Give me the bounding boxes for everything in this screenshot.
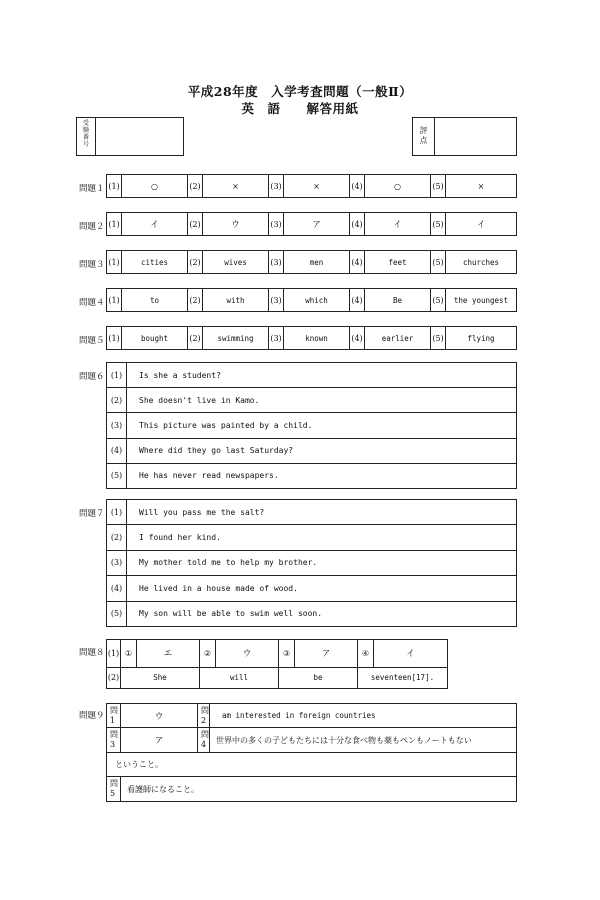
q1-answer-3: ×: [284, 175, 350, 198]
q1-answer-5: ×: [446, 175, 517, 198]
exam-title: 平成28年度 入学考査問題（一般Ⅱ）: [187, 84, 413, 99]
q7-grid: [106, 499, 517, 627]
q3-num-2: (2): [188, 251, 203, 274]
q3-label: 問題３: [79, 260, 105, 270]
q1-num-2: (2): [188, 175, 203, 198]
q1-num-4: (4): [350, 175, 365, 198]
q8-circle-3: ③: [279, 640, 295, 668]
q8-word-4: seventeen[17].: [358, 667, 448, 688]
q4-num-4: (4): [350, 289, 365, 312]
q6-grid: [106, 362, 517, 489]
score-label: 評 点: [419, 126, 428, 145]
q1-num-5: (5): [431, 175, 446, 198]
q8-part1-num: (1): [107, 640, 121, 668]
q7-num-2: (2): [107, 525, 127, 550]
q5-num-4: (4): [350, 327, 365, 350]
q5-label: 問題５: [79, 336, 105, 346]
q7-label: 問題７: [79, 509, 105, 519]
q4-num-5: (5): [431, 289, 446, 312]
exam-number-label: 受 験 番 号: [82, 120, 89, 148]
score-box: [412, 117, 517, 156]
q2-answer-5: イ: [446, 213, 517, 236]
q6-num-2: (2): [107, 388, 127, 413]
q6-answer-3: This picture was painted by a child.: [127, 413, 517, 438]
q4-num-2: (2): [188, 289, 203, 312]
q7-num-4: (4): [107, 576, 127, 601]
q3-answer-1: cities: [122, 251, 188, 274]
q6-num-3: (3): [107, 413, 127, 438]
q6-num-4: (4): [107, 438, 127, 463]
q8-circle-2: ②: [200, 640, 216, 668]
q9-answer-2: am interested in foreign countries: [210, 704, 517, 728]
q4-answer-1: to: [122, 289, 188, 312]
q3-grid: [106, 250, 517, 274]
q9-answer-1: ウ: [121, 704, 198, 728]
q5-num-2: (2): [188, 327, 203, 350]
q5-answer-5: flying: [446, 327, 517, 350]
q7-answer-3: My mother told me to help my brother.: [127, 550, 517, 575]
q6-answer-5: He has never read newspapers.: [127, 463, 517, 488]
q8-word-1: She: [121, 667, 200, 688]
q2-num-4: (4): [350, 213, 365, 236]
q6-num-1: (1): [107, 363, 127, 388]
q8-part2-num: (2): [107, 667, 121, 688]
q6-answer-2: She doesn't live in Kamo.: [127, 388, 517, 413]
q1-answer-1: ○: [122, 175, 188, 198]
q7-answer-4: He lived in a house made of wood.: [127, 576, 517, 601]
q6-label: 問題６: [79, 372, 105, 382]
q8-answer-1: エ: [137, 640, 200, 668]
q3-answer-5: churches: [446, 251, 517, 274]
q8-word-2: will: [200, 667, 279, 688]
q1-answer-2: ×: [203, 175, 269, 198]
q4-answer-3: which: [284, 289, 350, 312]
q3-num-5: (5): [431, 251, 446, 274]
q9-answer-5: 看護師になること。: [121, 777, 517, 802]
q5-answer-4: earlier: [365, 327, 431, 350]
q1-answer-4: ○: [365, 175, 431, 198]
exam-number-box: [76, 117, 184, 156]
sheet-subtitle: 英 語 解答用紙: [241, 101, 359, 116]
q5-num-1: (1): [107, 327, 122, 350]
q3-answer-3: men: [284, 251, 350, 274]
q8-answer-2: ウ: [216, 640, 279, 668]
q9-id-1: 問 1: [107, 704, 121, 728]
q8-circle-4: ④: [358, 640, 374, 668]
q6-num-5: (5): [107, 463, 127, 488]
q4-answer-5: the youngest: [446, 289, 517, 312]
q2-answer-2: ウ: [203, 213, 269, 236]
q7-num-1: (1): [107, 500, 127, 525]
q9-grid: [106, 703, 517, 802]
q8-grid: [106, 639, 448, 689]
q9-id-4: 問 4: [198, 728, 210, 753]
q9-id-3: 問 3: [107, 728, 121, 753]
q9-label: 問題９: [79, 711, 105, 721]
q7-answer-2: I found her kind.: [127, 525, 517, 550]
q2-num-2: (2): [188, 213, 203, 236]
q9-answer-4-line2: ということ。: [107, 753, 517, 777]
q4-num-3: (3): [269, 289, 284, 312]
q8-word-3: be: [279, 667, 358, 688]
q2-answer-1: イ: [122, 213, 188, 236]
q1-num-3: (3): [269, 175, 284, 198]
q2-label: 問題２: [79, 222, 105, 232]
q7-num-3: (3): [107, 550, 127, 575]
q6-answer-4: Where did they go last Saturday?: [127, 438, 517, 463]
q7-answer-5: My son will be able to swim well soon.: [127, 601, 517, 626]
q7-answer-1: Will you pass me the salt?: [127, 500, 517, 525]
q7-num-5: (5): [107, 601, 127, 626]
q5-answer-1: bought: [122, 327, 188, 350]
q1-label: 問題１: [79, 184, 105, 194]
q5-num-3: (3): [269, 327, 284, 350]
q5-answer-3: known: [284, 327, 350, 350]
q4-label: 問題４: [79, 298, 105, 308]
q8-circle-1: ①: [121, 640, 137, 668]
q2-num-1: (1): [107, 213, 122, 236]
q6-answer-1: Is she a student?: [127, 363, 517, 388]
q2-answer-4: イ: [365, 213, 431, 236]
q3-answer-4: feet: [365, 251, 431, 274]
q2-answer-3: ア: [284, 213, 350, 236]
q2-num-5: (5): [431, 213, 446, 236]
q8-answer-3: ア: [295, 640, 358, 668]
q4-answer-4: Be: [365, 289, 431, 312]
q3-num-4: (4): [350, 251, 365, 274]
q1-grid: [106, 174, 517, 198]
q9-id-2: 問 2: [198, 704, 210, 728]
q2-num-3: (3): [269, 213, 284, 236]
q2-grid: [106, 212, 517, 236]
q3-num-1: (1): [107, 251, 122, 274]
q4-grid: [106, 288, 517, 312]
q4-num-1: (1): [107, 289, 122, 312]
q1-num-1: (1): [107, 175, 122, 198]
q8-label: 問題８: [79, 648, 105, 658]
q5-grid: [106, 326, 517, 350]
q9-answer-3: ア: [121, 728, 198, 753]
q9-answer-4-line1: 世界中の多くの子どもたちには十分な食べ物も薬もペンもノートもない: [210, 728, 517, 753]
q3-answer-2: wives: [203, 251, 269, 274]
q8-answer-4: イ: [374, 640, 448, 668]
q5-num-5: (5): [431, 327, 446, 350]
q4-answer-2: with: [203, 289, 269, 312]
q9-id-5: 問 5: [107, 777, 121, 802]
q5-answer-2: swimming: [203, 327, 269, 350]
q3-num-3: (3): [269, 251, 284, 274]
